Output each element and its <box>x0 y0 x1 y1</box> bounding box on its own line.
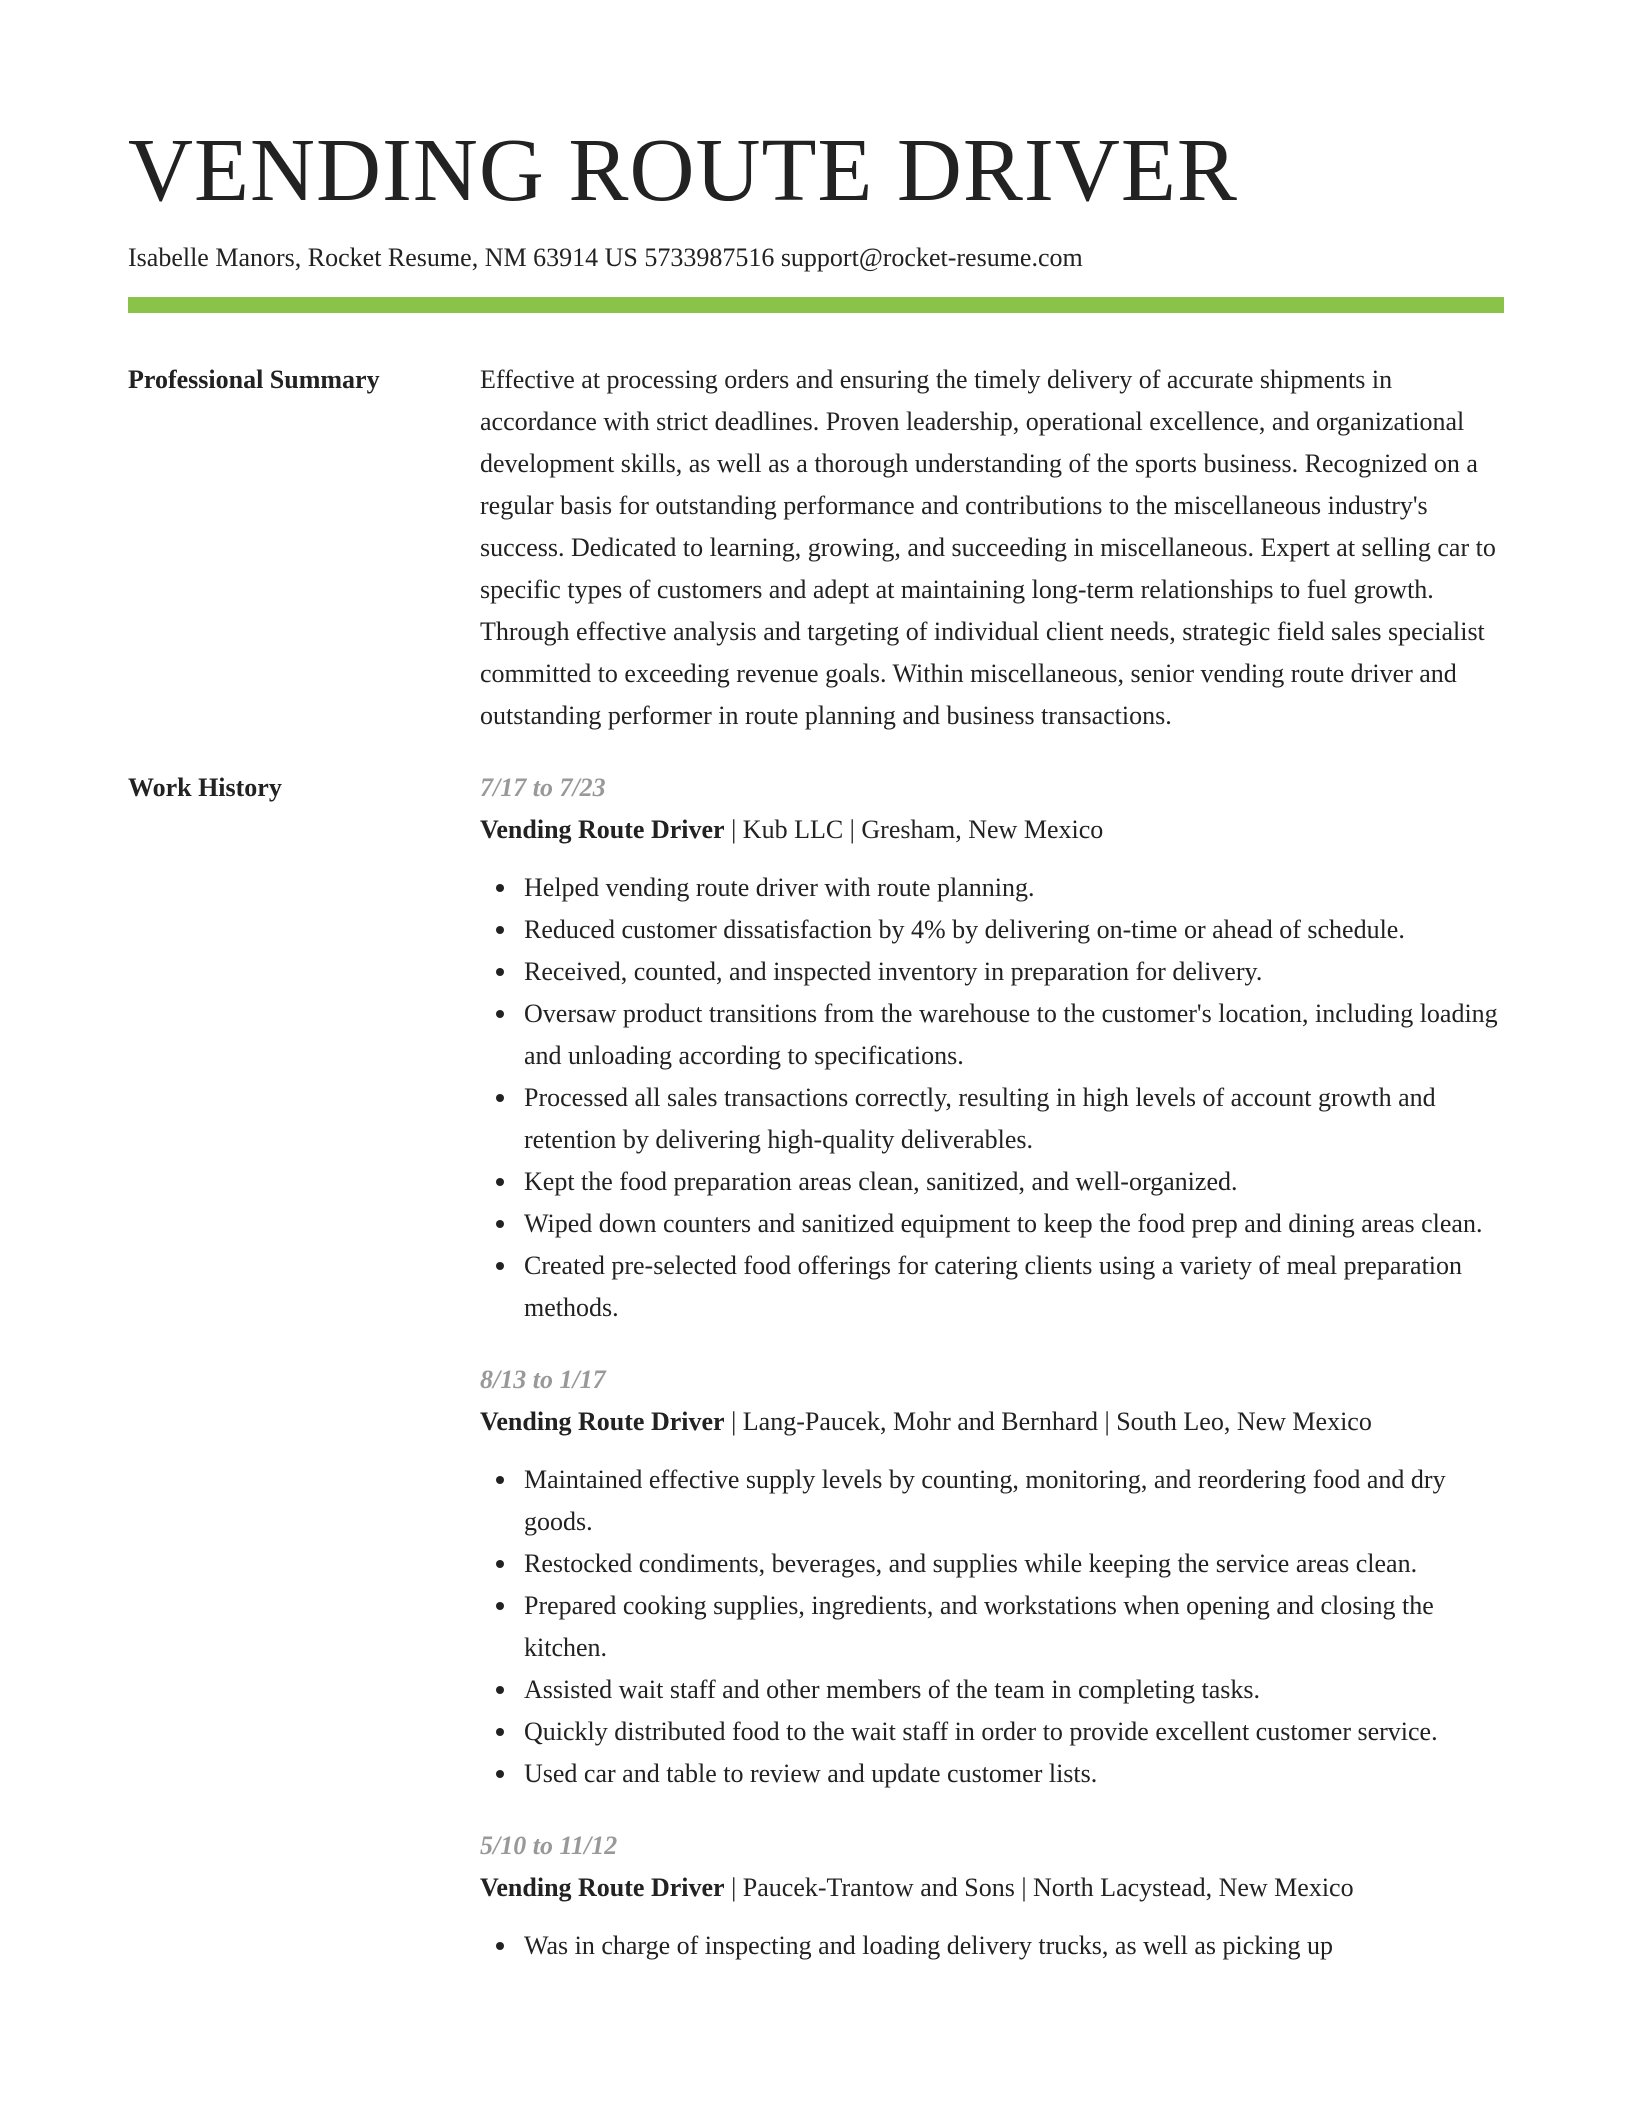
job-bullet-list <box>480 1459 1504 1795</box>
job-bullet-list <box>480 867 1504 1329</box>
job-bullet: Quickly distributed food to the wait staff in order to provide excellent customer service. <box>480 1711 1504 1753</box>
job-bullet: Processed all sales transactions correctly, resulting in high levels of account growth and retention by delivering high-quality deliverables. <box>480 1077 1504 1161</box>
contact-line: Isabelle Manors, Rocket Resume, NM 63914 US 5733987516 support@rocket-resume.com <box>128 243 1083 272</box>
job-bullet: Used car and table to review and update customer lists. <box>480 1753 1504 1795</box>
job-dates: 5/10 to 11/12 <box>480 1831 618 1860</box>
header-divider <box>128 297 1504 313</box>
work-history-label: Work History <box>128 773 282 802</box>
job-bullet: Prepared cooking supplies, ingredients, and workstations when opening and closing the kitchen. <box>480 1585 1504 1669</box>
job-bullet: Restocked condiments, beverages, and supplies while keeping the service areas clean. <box>480 1543 1504 1585</box>
job-dates: 8/13 to 1/17 <box>480 1365 606 1394</box>
job-heading <box>480 1867 1504 1909</box>
job-bullet: Wiped down counters and sanitized equipment to keep the food prep and dining areas clean. <box>480 1203 1504 1245</box>
job-entry <box>480 767 1504 1329</box>
job-heading <box>480 1401 1504 1443</box>
summary-text: Effective at processing orders and ensuring the timely delivery of accurate shipments in accordance with strict deadlines. Proven leadership, operational excellence, and organizational development skills, as well as a thorough understanding of the sports business. Recognized on a regular basis for outstanding performance and contributions to the miscellaneous industry's success. Dedicated to learning, growing, and succeeding in miscellaneous. Expert at selling car to specific types of customers and adept at maintaining long-term relationships to fuel growth. Through effective analysis and targeting of individual client needs, strategic field sales specialist committed to exceeding revenue goals. Within miscellaneous, senior vending route driver and outstanding performer in route planning and business transactions. <box>480 365 1496 730</box>
job-bullet: Received, counted, and inspected inventory in preparation for delivery. <box>480 951 1504 993</box>
job-heading <box>480 809 1504 851</box>
work-history-body <box>480 767 1504 1997</box>
job-entry <box>480 1825 1504 1967</box>
job-entry <box>480 1359 1504 1795</box>
job-bullet: Helped vending route driver with route planning. <box>480 867 1504 909</box>
job-title: Vending Route Driver <box>480 1873 725 1902</box>
job-bullet: Maintained effective supply levels by counting, monitoring, and reordering food and dry goods. <box>480 1459 1504 1543</box>
job-bullet: Created pre-selected food offerings for catering clients using a variety of meal preparation methods. <box>480 1245 1504 1329</box>
job-bullet-list <box>480 1925 1504 1967</box>
job-bullet: Oversaw product transitions from the warehouse to the customer's location, including loading and unloading according to specifications. <box>480 993 1504 1077</box>
job-details: | Lang-Paucek, Mohr and Bernhard | South Leo, New Mexico <box>724 1407 1372 1436</box>
work-history-section <box>128 767 1504 1997</box>
job-bullet: Reduced customer dissatisfaction by 4% by delivering on-time or ahead of schedule. <box>480 909 1504 951</box>
resume-title: VENDING ROUTE DRIVER <box>128 121 1238 220</box>
job-title: Vending Route Driver <box>480 1407 725 1436</box>
job-bullet: Was in charge of inspecting and loading delivery trucks, as well as picking up <box>480 1925 1504 1967</box>
job-bullet: Assisted wait staff and other members of the team in completing tasks. <box>480 1669 1504 1711</box>
resume-page <box>128 0 1504 1997</box>
job-details: | Kub LLC | Gresham, New Mexico <box>724 815 1104 844</box>
job-dates: 7/17 to 7/23 <box>480 773 606 802</box>
job-details: | Paucek-Trantow and Sons | North Lacystead, New Mexico <box>724 1873 1354 1902</box>
summary-body <box>480 359 1504 737</box>
summary-section <box>128 359 1504 737</box>
job-bullet: Kept the food preparation areas clean, sanitized, and well-organized. <box>480 1161 1504 1203</box>
summary-label: Professional Summary <box>128 365 380 394</box>
job-title: Vending Route Driver <box>480 815 725 844</box>
